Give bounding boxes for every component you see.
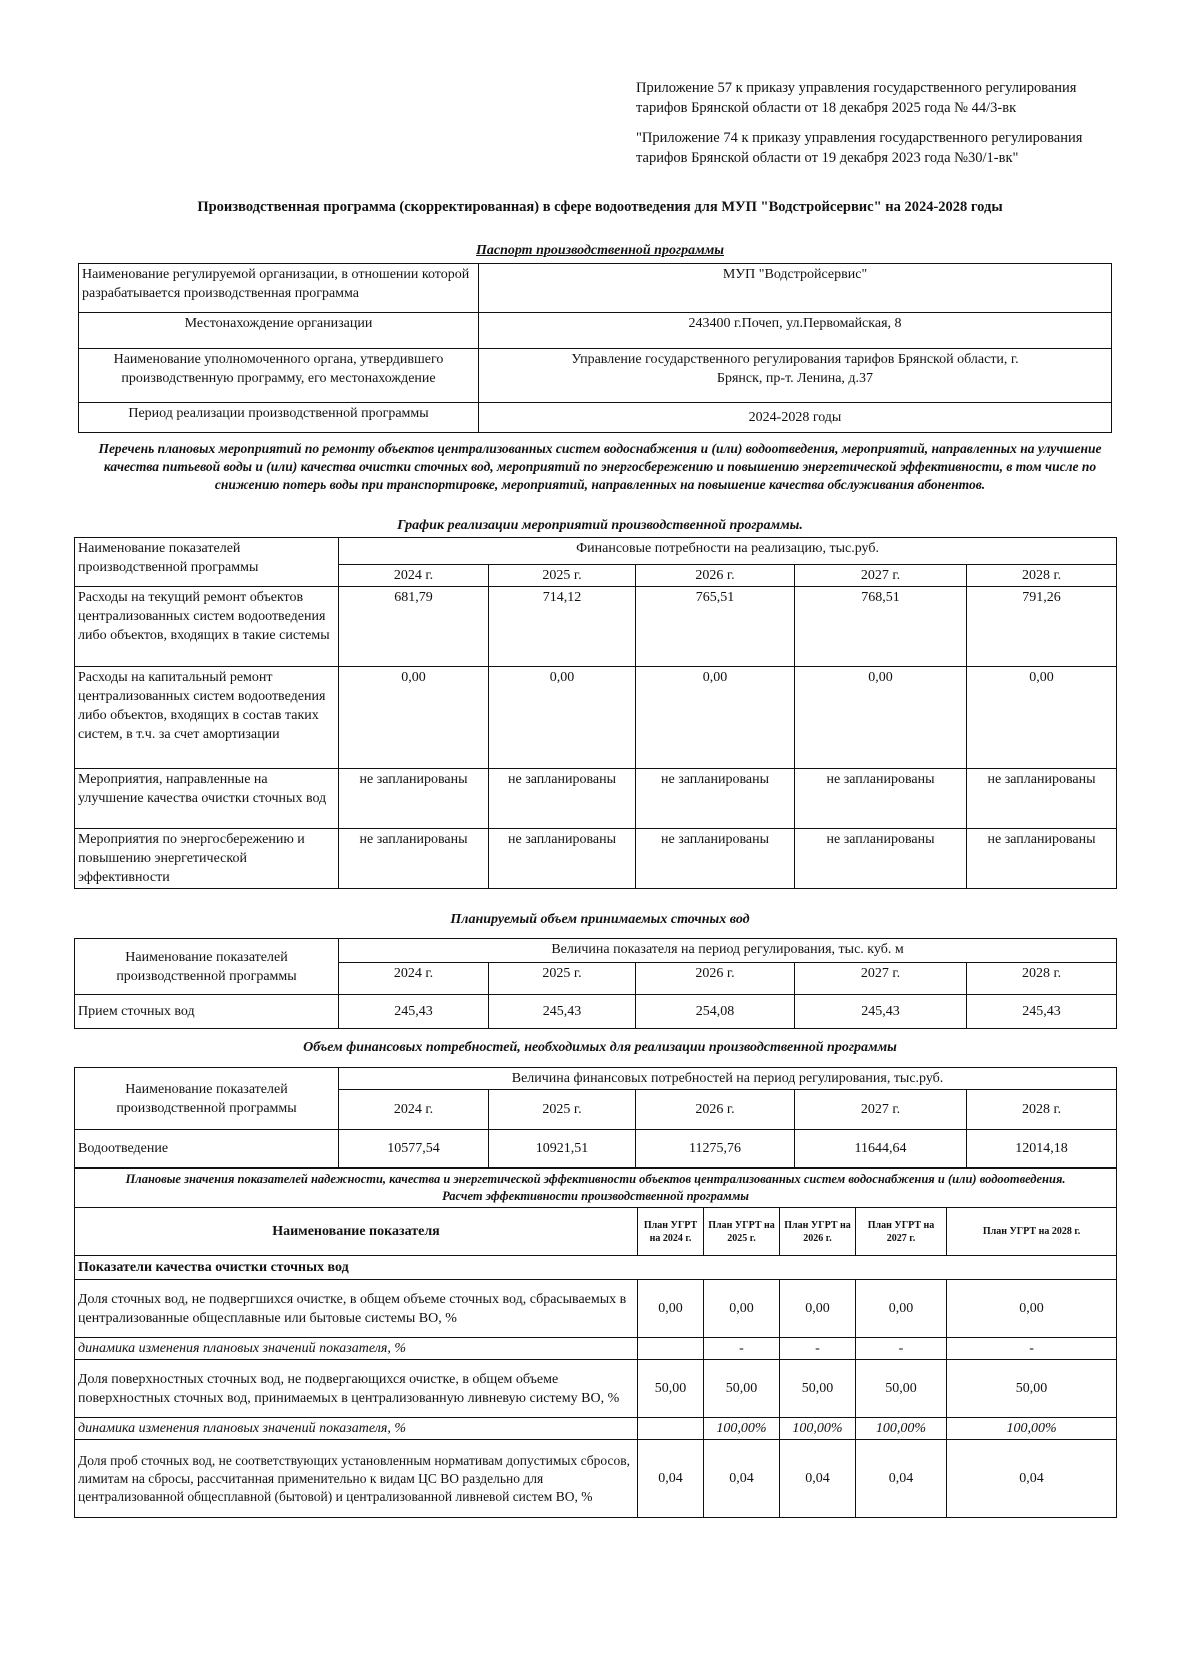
- table-row: [75, 1169, 1117, 1208]
- finance-table: [74, 1067, 1117, 1168]
- row-label: динамика изменения плановых значений показателя, %: [75, 1338, 638, 1360]
- table-row: [79, 313, 1112, 349]
- passport-label: Период реализации производственной программы: [79, 403, 479, 433]
- year-header: 2025 г.: [489, 963, 636, 995]
- volume-caption: Планируемый объем принимаемых сточных вод: [450, 912, 750, 927]
- cell-value: 50,00: [780, 1360, 856, 1418]
- cell-value: 0,00: [856, 1280, 947, 1338]
- row-label: Мероприятия, направленные на улучшение качества очистки сточных вод: [75, 769, 339, 829]
- year-header: 2025 г.: [489, 1090, 636, 1130]
- year-header: 2025 г.: [489, 565, 636, 587]
- year-header: 2026 г.: [636, 1090, 795, 1130]
- cell-value: не запланированы: [339, 829, 489, 889]
- plan-header: План УГРТ на 2026 г.: [780, 1208, 856, 1256]
- table-row: [79, 264, 1112, 313]
- cell-value: не запланированы: [967, 829, 1117, 889]
- finance-caption: Объем финансовых потребностей, необходимых для реализации производственной программы: [303, 1040, 897, 1055]
- plan-header: План УГРТ на 2024 г.: [638, 1208, 704, 1256]
- cell-value: 50,00: [638, 1360, 704, 1418]
- cell-value: 0,04: [947, 1440, 1117, 1518]
- cell-value: 10577,54: [339, 1130, 489, 1168]
- passport-value: МУП "Водстройсервис": [479, 264, 1112, 313]
- cell-value: -: [780, 1338, 856, 1360]
- row-label: Доля поверхностных сточных вод, не подвергающихся очистке, в общем объеме поверхностных сточных вод, принимаемых в централизованную ливневую систему ВО, %: [75, 1360, 638, 1418]
- plan-header: План УГРТ на 2025 г.: [704, 1208, 780, 1256]
- cell-value: 0,00: [704, 1280, 780, 1338]
- table-row: [75, 1208, 1117, 1256]
- section-header: Показатели качества очистки сточных вод: [75, 1256, 1117, 1280]
- passport-value: 2024-2028 годы: [479, 403, 1112, 433]
- table-row: [75, 1338, 1117, 1360]
- cell-value: 100,00%: [947, 1418, 1117, 1440]
- cell-value: не запланированы: [339, 769, 489, 829]
- table-row: [75, 1360, 1117, 1418]
- table-row: [75, 769, 1117, 829]
- cell-value: не запланированы: [967, 769, 1117, 829]
- measures-caption: Перечень плановых мероприятий по ремонту объектов централизованных систем водоснабжения и (или) водоотведения, мероприятий, направленных на улучшение качества питьевой воды и (или) качества очистки сточных вод, мероприятий по энергосбережению и повышению энергетической эффективности, в том числе по снижению потерь воды при транспортировке, мероприятий, направленных на повышение качества обслуживания абонентов.: [98, 441, 1102, 492]
- passport-label: Наименование регулируемой организации, в отношении которой разрабатывается производственная программа: [79, 264, 479, 313]
- cell-value: 0,00: [795, 667, 967, 769]
- row-label: Мероприятия по энергосбережению и повышению энергетической эффективности: [75, 829, 339, 889]
- measures-table: [74, 537, 1117, 889]
- table-row: [75, 1418, 1117, 1440]
- row-label: Доля сточных вод, не подвергшихся очистке, в общем объеме сточных вод, сбрасываемых в централизованные общесплавные или бытовые системы ВО, %: [75, 1280, 638, 1338]
- year-header: 2026 г.: [636, 963, 795, 995]
- row-label: Расходы на капитальный ремонт централизованных систем водоотведения либо объектов, входящих в состав таких систем, в т.ч. за счет амортизации: [75, 667, 339, 769]
- cell-value: 100,00%: [856, 1418, 947, 1440]
- passport-label: Наименование уполномоченного органа, утвердившего производственную программу, его местонахождение: [79, 349, 479, 403]
- appendix-57-note: Приложение 57 к приказу управления государственного регулирования тарифов Брянской области от 18 декабря 2025 года № 44/3-вк: [636, 80, 1077, 116]
- row-label: Водоотведение: [75, 1130, 339, 1168]
- cell-value: -: [856, 1338, 947, 1360]
- cell-value: 0,00: [489, 667, 636, 769]
- cell-value: 11644,64: [795, 1130, 967, 1168]
- cell-value: 245,43: [489, 995, 636, 1029]
- cell-value: не запланированы: [489, 769, 636, 829]
- table-row: [75, 1130, 1117, 1168]
- cell-value: 765,51: [636, 587, 795, 667]
- year-header: 2028 г.: [967, 963, 1117, 995]
- year-header: 2028 г.: [967, 1090, 1117, 1130]
- year-header: 2024 г.: [339, 963, 489, 995]
- passport-value: 243400 г.Почеп, ул.Первомайская, 8: [479, 313, 1112, 349]
- col-name-header: Наименование показателей производственной программы: [75, 538, 339, 587]
- cell-value: 768,51: [795, 587, 967, 667]
- cell-value: 100,00%: [704, 1418, 780, 1440]
- cell-value: 714,12: [489, 587, 636, 667]
- cell-value: 50,00: [947, 1360, 1117, 1418]
- cell-value: 50,00: [856, 1360, 947, 1418]
- row-label: Прием сточных вод: [75, 995, 339, 1029]
- table-row: [79, 403, 1112, 433]
- year-header: 2027 г.: [795, 963, 967, 995]
- col-group-header: Финансовые потребности на реализацию, тыс.руб.: [339, 538, 1117, 565]
- cell-value: [638, 1418, 704, 1440]
- cell-value: 0,00: [339, 667, 489, 769]
- passport-table: [78, 263, 1112, 433]
- cell-value: 0,00: [967, 667, 1117, 769]
- year-header: 2027 г.: [795, 1090, 967, 1130]
- cell-value: -: [704, 1338, 780, 1360]
- page-title: Производственная программа (скорректированная) в сфере водоотведения для МУП "Водстройсервис" на 2024-2028 годы: [197, 199, 1003, 215]
- passport-caption: Паспорт производственной программы: [475, 243, 725, 258]
- year-header: 2024 г.: [339, 565, 489, 587]
- passport-label: Местонахождение организации: [79, 313, 479, 349]
- cell-value: 0,00: [780, 1280, 856, 1338]
- table-row: [75, 667, 1117, 769]
- cell-value: не запланированы: [636, 769, 795, 829]
- table-row: [75, 538, 1117, 565]
- calc-caption: Расчет эффективности производственной программы: [442, 1189, 749, 1203]
- table-row: [75, 1256, 1117, 1280]
- appendix-74-note: "Приложение 74 к приказу управления государственного регулирования тарифов Брянской области от 19 декабря 2023 года №30/1-вк": [636, 130, 1083, 166]
- cell-value: 791,26: [967, 587, 1117, 667]
- cell-value: 0,04: [704, 1440, 780, 1518]
- plan-header: План УГРТ на 2027 г.: [856, 1208, 947, 1256]
- cell-value: 0,00: [638, 1280, 704, 1338]
- cell-value: 254,08: [636, 995, 795, 1029]
- cell-value: 10921,51: [489, 1130, 636, 1168]
- year-header: 2028 г.: [967, 565, 1117, 587]
- cell-value: 12014,18: [967, 1130, 1117, 1168]
- cell-value: 50,00: [704, 1360, 780, 1418]
- year-header: 2026 г.: [636, 565, 795, 587]
- cell-value: 245,43: [967, 995, 1117, 1029]
- schedule-caption: График реализации мероприятий производственной программы.: [397, 518, 803, 533]
- row-label: Доля проб сточных вод, не соответствующих установленным нормативам допустимых сбросов, лимитам на сбросы, рассчитанная применительно к видам ЦС ВО раздельно для централизованной общесплавной (бытовой) и централизованной ливневой систем ВО, %: [75, 1440, 638, 1518]
- col-group-header: Величина показателя на период регулирования, тыс. куб. м: [339, 939, 1117, 963]
- cell-value: не запланированы: [489, 829, 636, 889]
- cell-value: 245,43: [795, 995, 967, 1029]
- cell-value: 0,04: [856, 1440, 947, 1518]
- table-row: [75, 1280, 1117, 1338]
- cell-value: 0,04: [638, 1440, 704, 1518]
- cell-value: 0,04: [780, 1440, 856, 1518]
- table-row: [75, 587, 1117, 667]
- cell-value: 100,00%: [780, 1418, 856, 1440]
- year-header: 2024 г.: [339, 1090, 489, 1130]
- cell-value: 11275,76: [636, 1130, 795, 1168]
- cell-value: 245,43: [339, 995, 489, 1029]
- col-name-header: Наименование показателей производственной программы: [75, 1068, 339, 1130]
- cell-value: -: [947, 1338, 1117, 1360]
- indicators-table: [74, 1168, 1117, 1518]
- table-row: [75, 1068, 1117, 1090]
- cell-value: не запланированы: [795, 829, 967, 889]
- table-row: [75, 829, 1117, 889]
- row-label: Расходы на текущий ремонт объектов централизованных систем водоотведения либо объектов, входящих в такие системы: [75, 587, 339, 667]
- cell-value: 681,79: [339, 587, 489, 667]
- passport-value: Управление государственного регулирования тарифов Брянской области, г. Брянск, пр-т. Ленина, д.37: [479, 349, 1112, 403]
- row-label: динамика изменения плановых значений показателя, %: [75, 1418, 638, 1440]
- year-header: 2027 г.: [795, 565, 967, 587]
- cell-value: не запланированы: [636, 829, 795, 889]
- col-name-header: Наименование показателя: [75, 1208, 638, 1256]
- cell-value: [638, 1338, 704, 1360]
- col-name-header: Наименование показателей производственной программы: [75, 939, 339, 995]
- cell-value: 0,00: [636, 667, 795, 769]
- table-row: [79, 349, 1112, 403]
- table-row: [75, 939, 1117, 963]
- plan-header: План УГРТ на 2028 г.: [947, 1208, 1117, 1256]
- cell-value: 0,00: [947, 1280, 1117, 1338]
- volume-table: [74, 938, 1117, 1029]
- table-row: [75, 995, 1117, 1029]
- indicators-caption: Плановые значения показателей надежности, качества и энергетической эффективности объектов централизованных систем водоснабжения и (или) водоотведения.: [125, 1172, 1066, 1186]
- cell-value: не запланированы: [795, 769, 967, 829]
- table-row: [75, 1440, 1117, 1518]
- col-group-header: Величина финансовых потребностей на период регулирования, тыс.руб.: [339, 1068, 1117, 1090]
